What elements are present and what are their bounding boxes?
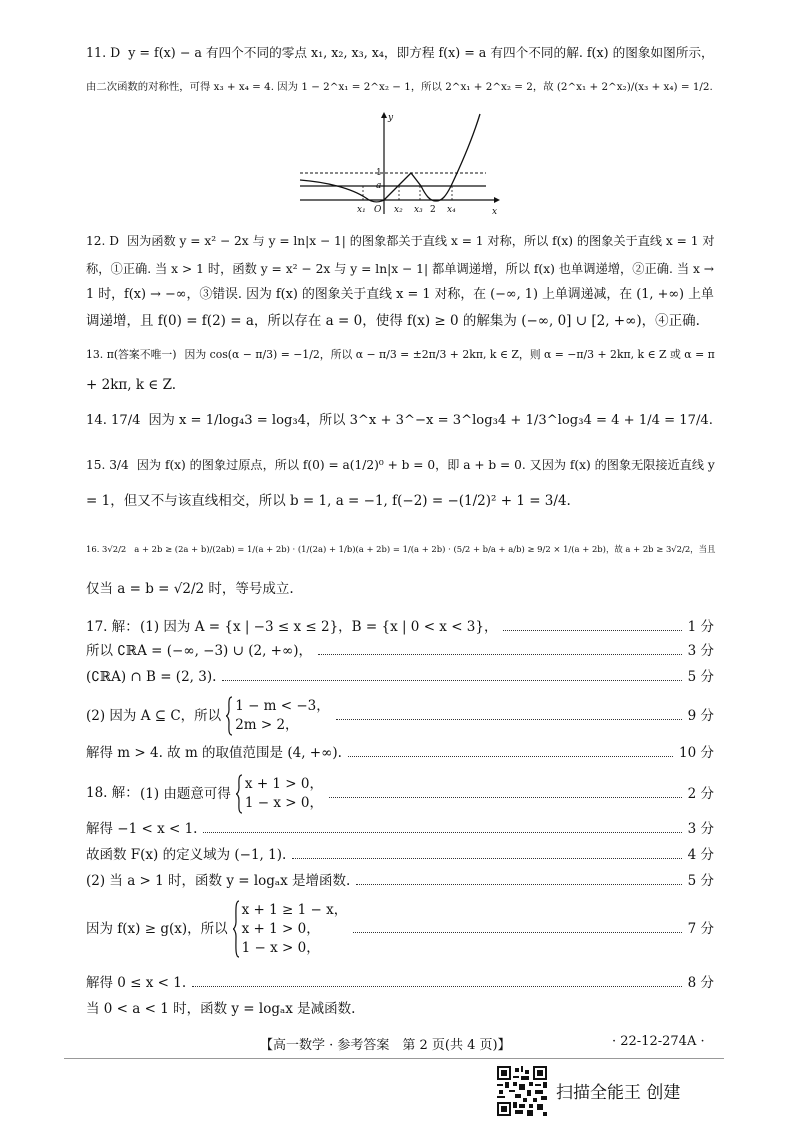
q13-label: 13. π(答案不唯一) bbox=[86, 348, 177, 361]
q17-row-3-score: 5 分 bbox=[687, 669, 714, 685]
q18-row-6-text: 解得 0 ≤ x < 1. bbox=[86, 975, 187, 991]
q18-row-5 bbox=[86, 898, 714, 960]
dot-leader bbox=[356, 884, 681, 885]
q18-sys-2: 1 − x > 0， bbox=[244, 795, 324, 811]
q11-label: 11. D bbox=[86, 45, 121, 60]
q17-row-4 bbox=[86, 694, 714, 738]
q17-row-5-score: 10 分 bbox=[679, 745, 714, 761]
graph-label-o: O bbox=[374, 205, 382, 215]
q15-line-1 bbox=[86, 456, 715, 474]
q17-row-1-text: (1) 因为 A = {x | −3 ≤ x ≤ 2}，B = {x | 0 < x < 3}， bbox=[140, 619, 498, 635]
q18-row-1 bbox=[140, 772, 714, 816]
q13-text-1: 因为 cos(α − π/3) = −1/2，所以 α − π/3 = ±2π/3 + 2kπ, k ∈ Z，则 α = −π/3 + 2kπ, k ∈ Z 或 α = π bbox=[184, 348, 715, 361]
q18-sys-1: x + 1 > 0， bbox=[244, 776, 324, 792]
q18-row-7: 当 0 < a < 1 时，函数 y = logₐx 是减函数. bbox=[86, 1001, 356, 1017]
q17-label: 17. 解： bbox=[86, 619, 139, 635]
dot-leader bbox=[192, 986, 681, 987]
q12-line-3: 1 时，f(x) → −∞，③错误. 因为 f(x) 的图象关于直线 x = 1 对称，在 (−∞, 1) 上单调递减，在 (1, +∞) 上单 bbox=[86, 287, 714, 302]
q15-line-2: = 1，但又不与该直线相交，所以 b = 1, a = −1, f(−2) = −(1/2)² + 1 = 3/4. bbox=[86, 493, 571, 509]
q12-label: 12. D bbox=[86, 234, 119, 248]
q11-line-2: 由二次函数的对称性，可得 x₃ + x₄ = 4. 因为 1 − 2^x₁ = 2^x₂ − 1，所以 2^x₁ + 2^x₂ = 2，故 (2^x₁ + 2^x₂)/(x₃ + x₄) = 1/2. bbox=[86, 81, 713, 93]
q17-row-3 bbox=[86, 668, 714, 686]
q18-row-4-text: (2) 当 a > 1 时，函数 y = logₐx 是增函数. bbox=[86, 873, 351, 889]
q17-row-2 bbox=[86, 642, 714, 660]
dot-leader bbox=[353, 932, 681, 933]
q18-row-4-score: 5 分 bbox=[687, 873, 714, 889]
q11-text-1: y = f(x) − a 有四个不同的零点 x₁, x₂, x₃, x₄，即方程 f(x) = a 有四个不同的解. f(x) 的图象如图所示， bbox=[128, 45, 714, 60]
left-brace-icon bbox=[232, 900, 240, 958]
q18-row-6 bbox=[86, 974, 714, 992]
q17-sys-2: 2m > 2， bbox=[235, 717, 299, 733]
q13-line-2: + 2kπ, k ∈ Z. bbox=[86, 377, 177, 393]
q18-row-2 bbox=[86, 820, 714, 838]
q16-line-2: 仅当 a = b = √2/2 时，等号成立. bbox=[86, 581, 294, 597]
q15-label: 15. 3/4 bbox=[86, 458, 129, 472]
scanner-brand-text: 扫描全能王 创建 bbox=[556, 1083, 681, 1103]
q17-row-1 bbox=[140, 618, 714, 636]
dot-leader bbox=[203, 832, 681, 833]
qr-code-icon bbox=[497, 1066, 547, 1116]
q17-row-2-score: 3 分 bbox=[687, 643, 714, 659]
graph-label-a: a bbox=[376, 181, 382, 191]
graph-label-y: y bbox=[388, 113, 394, 123]
q15-text-1: 因为 f(x) 的图象过原点，所以 f(0) = a(1/2)⁰ + b = 0，即 a + b = 0. 又因为 f(x) 的图象无限接近直线 y bbox=[136, 458, 715, 472]
graph-label-x1: x₁ bbox=[357, 205, 366, 215]
dot-leader bbox=[348, 756, 673, 757]
graph-label-x3: x₃ bbox=[414, 205, 423, 215]
dot-leader bbox=[292, 858, 681, 859]
q13-line-1 bbox=[86, 346, 715, 364]
q17-sys-1: 1 − m < −3， bbox=[235, 698, 330, 714]
q17-row-4-text: (2) 因为 A ⊆ C，所以 bbox=[86, 708, 222, 724]
q12-line-2: 称，①正确. 当 x > 1 时，函数 y = x² − 2x 与 y = ln|x − 1| 都单调递增，所以 f(x) 也单调递增，②正确. 当 x → bbox=[86, 262, 715, 276]
graph-label-x4: x₄ bbox=[447, 205, 456, 215]
q18-row-1-score: 2 分 bbox=[687, 786, 714, 802]
brace-system bbox=[232, 900, 348, 958]
q18-row-3-text: 故函数 F(x) 的定义域为 (−1, 1). bbox=[86, 847, 287, 863]
dot-leader bbox=[336, 719, 682, 720]
q18-row-2-score: 3 分 bbox=[687, 821, 714, 837]
q16-label: 16. 3√2/2 bbox=[86, 544, 127, 554]
q12-line-4: 调递增，且 f(0) = f(2) = a，所以存在 a = 0，使得 f(x) ≥ 0 的解集为 (−∞, 0] ∪ [2, +∞)，④正确. bbox=[86, 313, 700, 329]
graph-label-x2: x₂ bbox=[394, 205, 403, 215]
brace-system bbox=[235, 774, 323, 814]
paper-code: · 22-12-274A · bbox=[612, 1034, 705, 1049]
q18-row-5-text: 因为 f(x) ≥ g(x)，所以 bbox=[86, 921, 228, 937]
q18-row-4 bbox=[86, 872, 714, 890]
q16-line-1 bbox=[86, 540, 715, 558]
q18-sys-3-2: x + 1 > 0， bbox=[241, 920, 320, 937]
q14-text-1: 因为 x = 1/log₄3 = log₃4，所以 3^x + 3^−x = 3^log₃4 + 1/3^log₃4 = 4 + 1/4 = 17/4. bbox=[148, 413, 713, 428]
q12-line-1 bbox=[86, 232, 715, 250]
q18-label: 18. 解： bbox=[86, 785, 139, 801]
left-brace-icon bbox=[235, 774, 243, 814]
q18-row-6-score: 8 分 bbox=[687, 975, 714, 991]
q14-line-1 bbox=[86, 412, 713, 430]
q17-row-1-score: 1 分 bbox=[687, 619, 714, 635]
q18-sys-3-3: 1 − x > 0， bbox=[241, 939, 320, 956]
brace-system bbox=[225, 696, 330, 736]
q18-row-3 bbox=[86, 846, 714, 864]
q17-row-2-text: 所以 ∁ℝA = (−∞, −3) ∪ (2, +∞)， bbox=[86, 643, 312, 659]
q17-row-3-text: (∁ℝA) ∩ B = (2, 3). bbox=[86, 669, 217, 685]
q14-label: 14. 17/4 bbox=[86, 413, 141, 428]
q18-row-1-text: (1) 由题意可得 bbox=[140, 786, 231, 802]
footer-divider bbox=[64, 1058, 724, 1059]
q16-text-1: a + 2b ≥ (2a + b)/(2ab) = 1/(a + 2b) · (1/(2a) + 1/b)(a + 2b) = 1/(a + 2b) · (5/2 + b/a + a/b) ≥ 9/2 × 1/(a + 2b)，故 a + 2b ≥ 3√2/2，当且 bbox=[134, 544, 716, 554]
dot-leader bbox=[318, 654, 682, 655]
q18-row-2-text: 解得 −1 < x < 1. bbox=[86, 821, 198, 837]
dot-leader bbox=[222, 680, 681, 681]
dot-leader bbox=[503, 630, 681, 631]
page-footer: 【高一数学 · 参考答案 第 2 页(共 4 页)】 bbox=[260, 1038, 511, 1053]
q12-text-1: 因为函数 y = x² − 2x 与 y = ln|x − 1| 的图象都关于直线 x = 1 对称，所以 f(x) 的图象关于直线 x = 1 对 bbox=[127, 234, 715, 248]
q17-row-4-score: 9 分 bbox=[687, 708, 714, 724]
graph-label-x: x bbox=[492, 207, 498, 217]
q17-row-5-text: 解得 m > 4. 故 m 的取值范围是 (4, +∞). bbox=[86, 745, 342, 761]
q18-row-5-score: 7 分 bbox=[687, 921, 714, 937]
q18-row-3-score: 4 分 bbox=[687, 847, 714, 863]
left-brace-icon bbox=[225, 696, 233, 736]
function-graph bbox=[296, 110, 500, 218]
dot-leader bbox=[329, 797, 682, 798]
q18-sys-3-1: x + 1 ≥ 1 − x， bbox=[241, 901, 348, 918]
graph-label-two: 2 bbox=[430, 205, 436, 215]
q11-line-1 bbox=[86, 44, 714, 62]
graph-label-one: 1 bbox=[376, 168, 382, 178]
q17-row-5 bbox=[86, 744, 714, 762]
